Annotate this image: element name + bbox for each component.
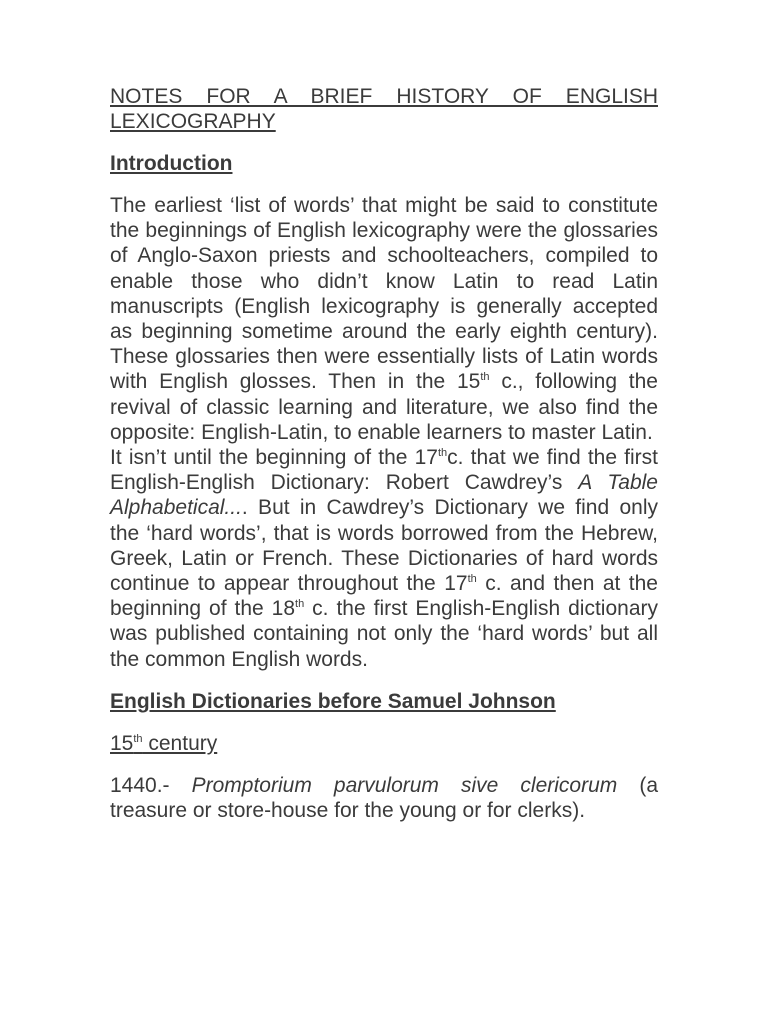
section-heading: English Dictionaries before Samuel Johnson <box>110 689 556 713</box>
para2-superscript-1: th <box>437 447 448 460</box>
document-title: NOTES FOR A BRIEF HISTORY OF ENGLISH LEXICOGRAPHY <box>110 85 658 133</box>
intro-paragraph-1 <box>110 193 658 445</box>
para2-text-b: c. that we find the first English-English Dictionary: Robert Cawdrey’s <box>110 446 658 495</box>
para2-superscript-3: th <box>295 598 305 611</box>
para2-italic-title: A Table Alphabetical... <box>110 471 658 520</box>
para1-superscript: th <box>480 371 490 384</box>
para2-text-c: . But in Cawdrey’s Dictionary we find only the ‘hard words’, that is words borrowed from the Hebrew, Greek, Latin or French. These Dictionaries of hard words continue to appear throughout the 17 <box>110 496 658 596</box>
para2-text-e: c. the first English-English dictionary was published containing not only the ‘hard words’ but all the common English words. <box>110 597 658 671</box>
century-superscript: th <box>133 732 143 745</box>
para2-superscript-2: th <box>467 573 477 586</box>
para1-text-b: c., following the revival of classic learning and literature, we also find the opposite: English-Latin, to enable learners to master Latin. <box>110 370 658 444</box>
century-word: century <box>142 731 218 755</box>
document-page <box>110 84 658 823</box>
entry-title-italic: Promptorium parvulorum sive clericorum <box>191 773 618 797</box>
para2-text-a: It isn’t until the beginning of the 17 <box>110 446 438 470</box>
intro-paragraph-2 <box>110 445 658 672</box>
century-subheading <box>110 731 658 756</box>
para1-text-a: The earliest ‘list of words’ that might be said to constitute the beginnings of English lexicography were the glossaries of Anglo-Saxon priests and schoolteachers, compiled to enable those who didn’t know Latin to read Latin manuscripts (English lexicography is generally accepted as beginning sometime around the early eighth century). These glossaries then were essentially lists of Latin words with English glosses. Then in the 15 <box>110 194 658 394</box>
introduction-heading: Introduction <box>110 152 233 175</box>
entry-1440 <box>110 773 658 823</box>
century-number: 15 <box>110 731 134 755</box>
para2-text-d: c. and then at the beginning of the 18 <box>110 572 658 621</box>
entry-year: 1440.- <box>110 773 192 797</box>
entry-gloss: (a treasure or store-house for the young or for clerks). <box>110 773 659 823</box>
